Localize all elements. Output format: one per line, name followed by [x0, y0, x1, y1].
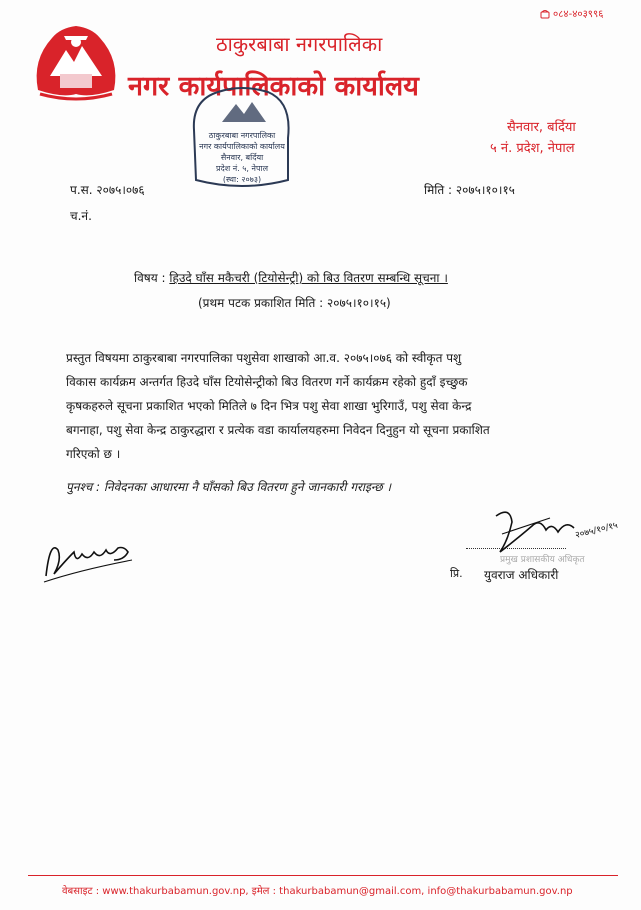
left-signature — [40, 530, 135, 585]
body-line: बगनाहा, पशु सेवा केन्द्र ठाकुरद्धारा र प्रत्येक वडा कार्यालयहरुमा निवेदन दिनुहुन यो सूचना प्रकाशित — [66, 423, 490, 437]
reference-number: प.स. २०७५।०७६ — [70, 183, 145, 197]
subject-text: हिउदे घाँस मकैचरी (टियोसेन्ट्री) को बिउ वितरण सम्बन्धि सूचना । — [169, 271, 448, 285]
body-line: विकास कार्यक्रम अन्तर्गत हिउदे घाँस टियोसेन्ट्रीको बिउ वितरण गर्ने कार्यक्रम रहेको हुदाँ इच्छुक — [66, 375, 468, 389]
postscript: पुनश्च : निवेदनका आधारमा नै घाँसको बिउ वितरण हुने जानकारी गराइन्छ । — [66, 480, 392, 494]
dispatch-number: च.नं. — [70, 209, 92, 223]
designation-stamp: प्रमुख प्रशासकीय अधिकृत — [500, 555, 585, 565]
signer-title: प्रि. — [450, 567, 463, 580]
footer-divider — [28, 875, 618, 876]
signer-name: युवराज अधिकारी — [484, 568, 559, 582]
office-title: नगर कार्यपालिकाको कार्यालय — [128, 71, 419, 102]
subject-line — [134, 269, 448, 286]
subject-label: विषय : — [134, 271, 170, 285]
body-line: कृषकहरुले सूचना प्रकाशित भएको मितिले ७ दिन भित्र पशु सेवा शाखा भुरिगाउँ, पशु सेवा केन्द्र — [66, 399, 472, 413]
nepal-emblem-icon — [30, 20, 122, 104]
published-date: (प्रथम पटक प्रकाशित मिति : २०७५।१०।१५) — [198, 296, 391, 310]
footer-contact: वेबसाइट : www.thakurbabamun.gov.np, इमेल : thakurbabamun@gmail.com, info@thakurbabamun.gov.np — [62, 886, 573, 897]
signature-line — [466, 548, 566, 549]
body-line: प्रस्तुत विषयमा ठाकुरबाबा नगरपालिका पशुसेवा शाखाको आ.व. २०७५।०७६ को स्वीकृत पशु — [66, 351, 462, 365]
phone-icon — [540, 9, 550, 19]
letter-date: मिति : २०७५।१०।१५ — [424, 183, 515, 197]
phone-text: ०८४-४०३९९६ — [553, 9, 604, 20]
municipality-name: ठाकुरबाबा नगरपालिका — [216, 32, 383, 56]
officer-signature — [488, 504, 623, 566]
office-stamp — [188, 82, 296, 194]
handwritten-date: २०७५/१०/१५ — [574, 520, 619, 541]
address-line-2: ५ नं. प्रदेश, नेपाल — [490, 141, 575, 156]
phone-number — [540, 6, 603, 20]
stamp-line-1: ठाकुरबाबा नगरपालिका — [208, 131, 276, 140]
stamp-line-2: नगर कार्यपालिकाको कार्यालय — [199, 142, 285, 151]
body-line: गरिएको छ । — [66, 447, 121, 461]
stamp-line-5: (स्था: २०७३) — [222, 175, 262, 184]
stamp-line-3: सैनवार, बर्दिया — [220, 153, 264, 162]
address-line-1: सैनवार, बर्दिया — [507, 120, 576, 135]
stamp-line-4: प्रदेश नं. ५, नेपाल — [215, 164, 269, 173]
